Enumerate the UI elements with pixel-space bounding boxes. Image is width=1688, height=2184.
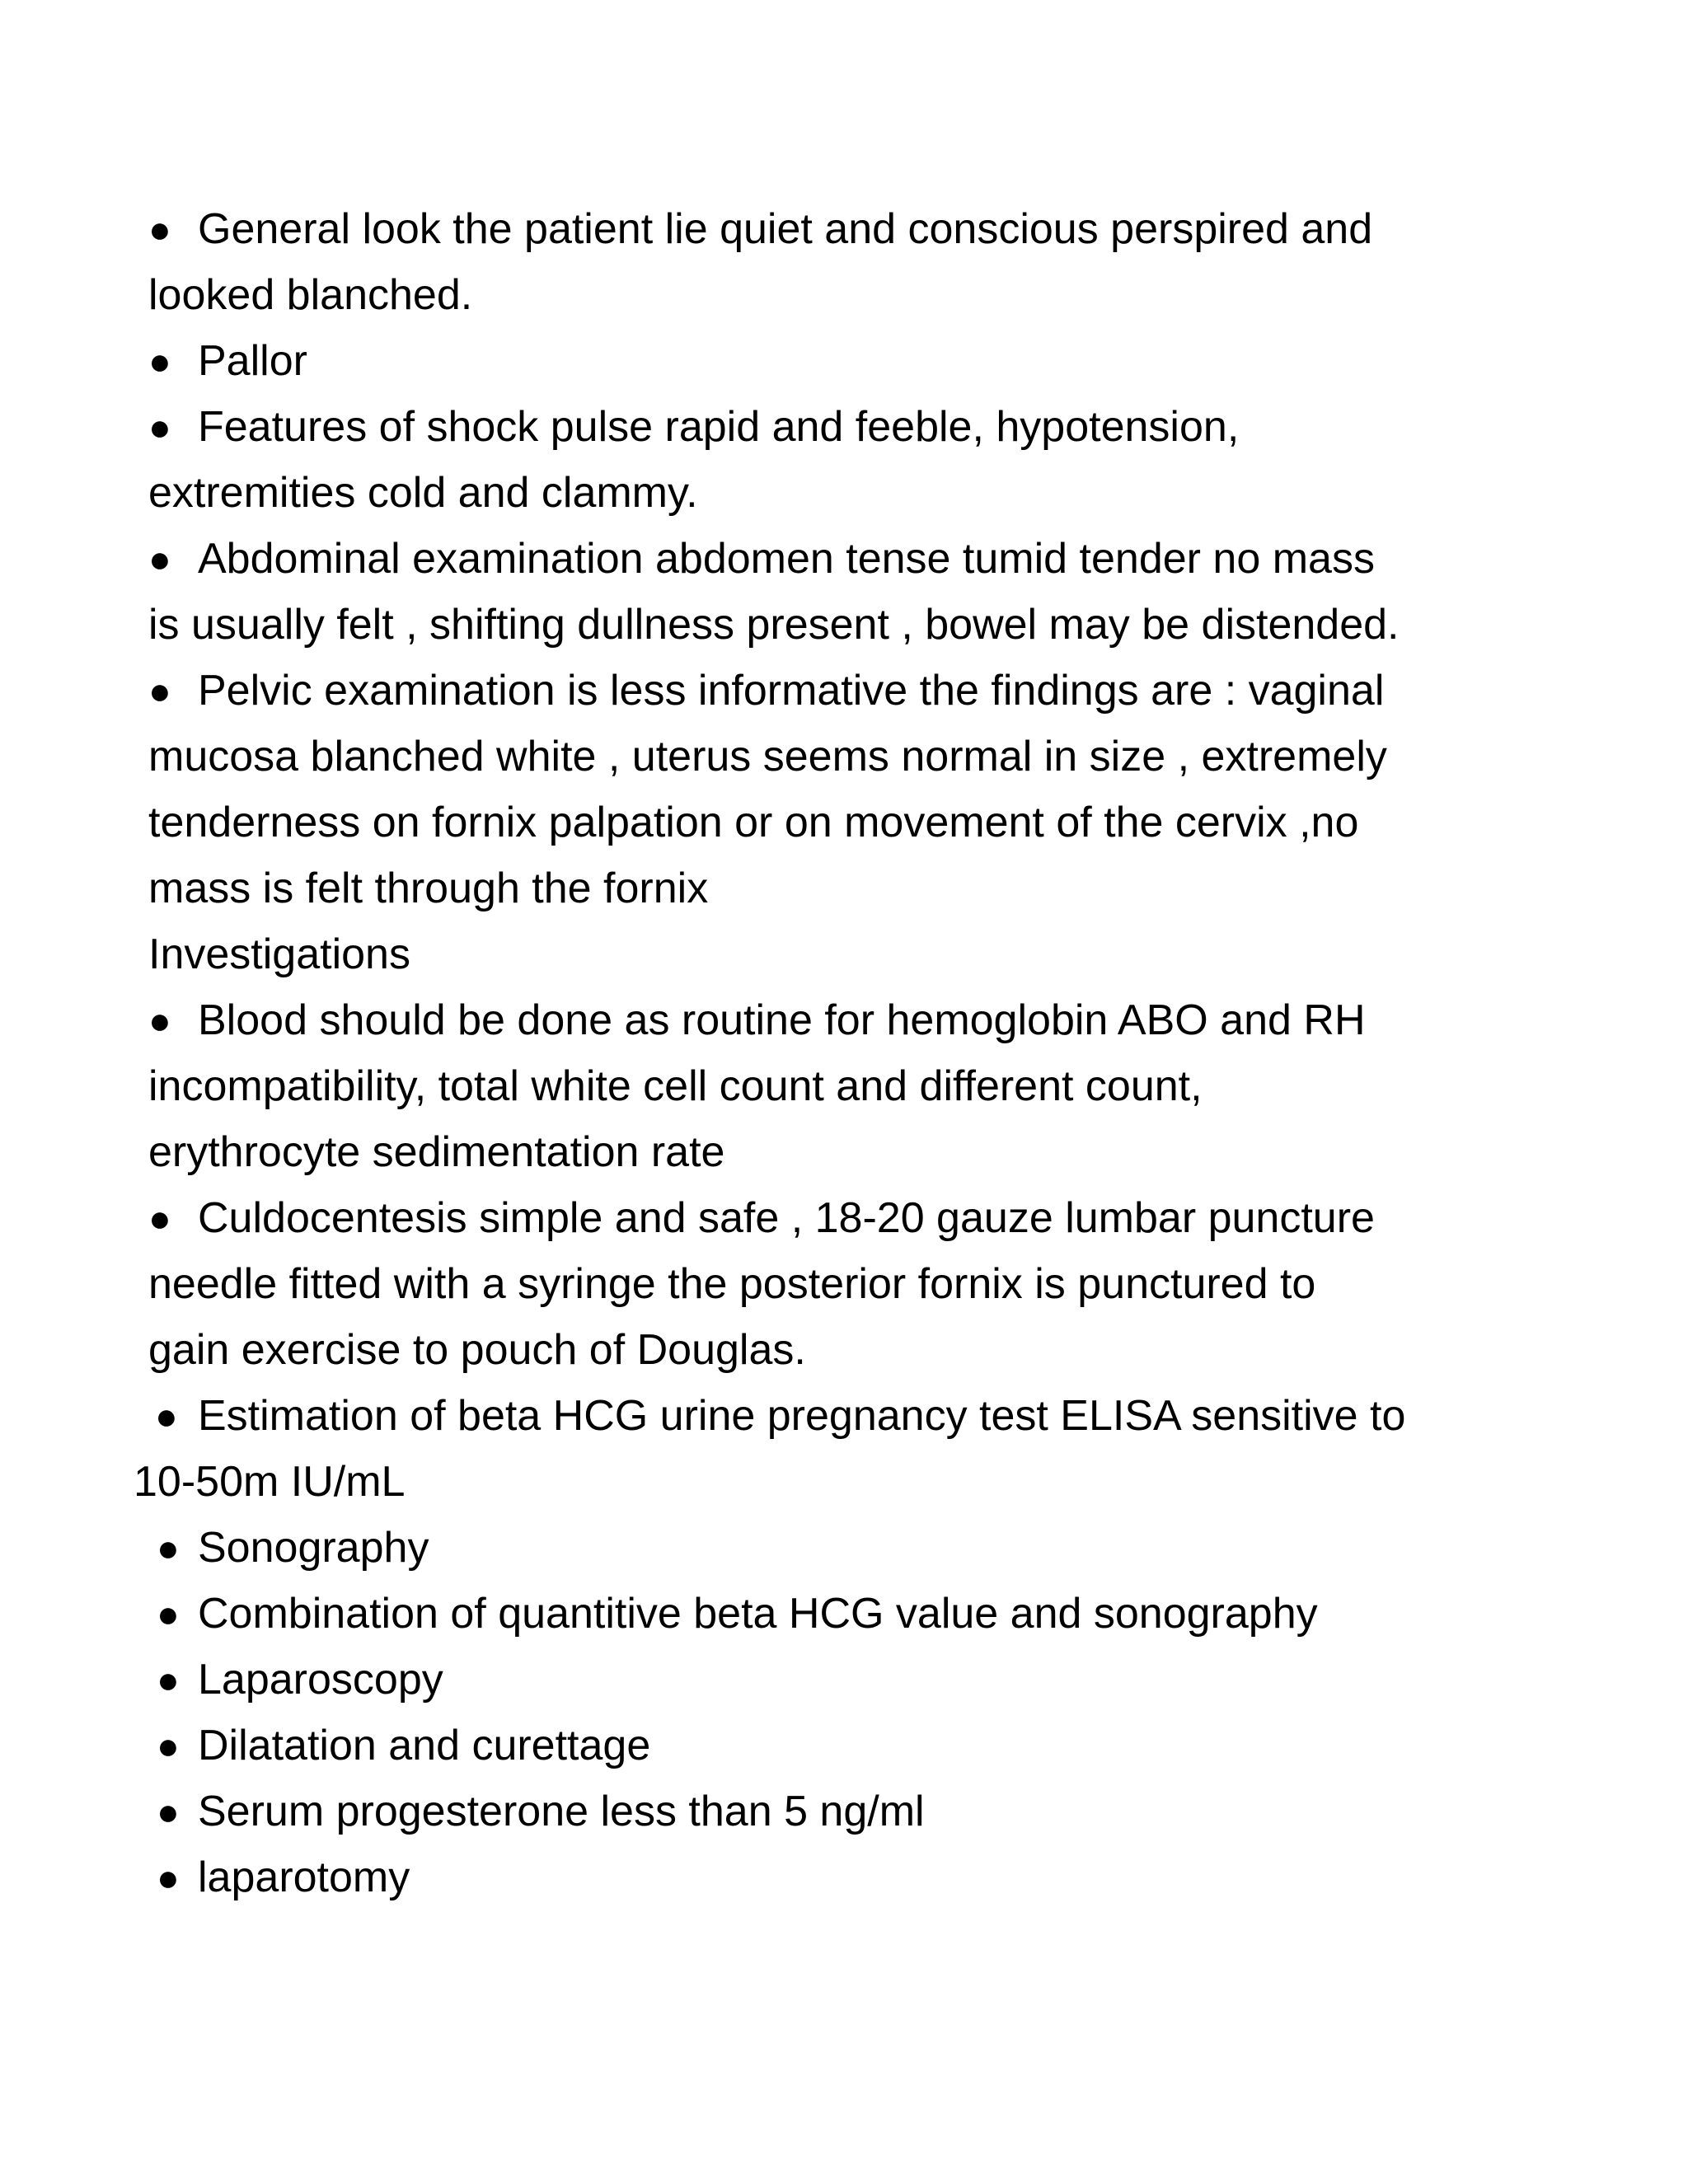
document-body [134, 196, 1508, 1910]
list-item [148, 987, 1508, 1185]
bullet-icon: ● [148, 405, 171, 448]
item-text-continued: 10-50m IU/mL [134, 1458, 406, 1506]
bullet-icon: ● [155, 1394, 178, 1437]
bullet-icon: ● [148, 1197, 171, 1240]
item-text: Blood should be done as routine for hemoglobin ABO and RH [198, 996, 1366, 1044]
list-item [134, 1383, 1508, 1515]
list-item [148, 526, 1508, 658]
item-text: Laparoscopy [198, 1656, 443, 1704]
section-heading: Investigations [148, 930, 410, 978]
item-text: Serum progesterone less than 5 ng/ml [198, 1788, 925, 1835]
item-text-continued: tenderness on fornix palpation or on movement of the cervix ,no [148, 799, 1359, 846]
list-item [148, 1647, 1508, 1713]
bullet-icon: ● [157, 1526, 180, 1569]
item-text-continued: extremities cold and clammy. [148, 469, 698, 517]
bullet-icon: ● [148, 669, 171, 712]
item-text: Culdocentesis simple and safe , 18-20 gauze lumbar puncture [198, 1194, 1375, 1242]
item-text: Pallor [198, 337, 307, 385]
item-text: Sonography [198, 1524, 429, 1572]
item-text-continued: gain exercise to pouch of Douglas. [148, 1326, 806, 1374]
item-text: Combination of quantitive beta HCG value and sonography [198, 1590, 1318, 1638]
item-text: Estimation of beta HCG urine pregnancy test ELISA sensitive to [198, 1392, 1406, 1440]
bullet-icon: ● [148, 340, 171, 382]
bullet-icon: ● [157, 1724, 180, 1767]
item-text: Features of shock pulse rapid and feeble, hypotension, [198, 403, 1240, 451]
bullet-icon: ● [157, 1790, 180, 1833]
item-text-continued: mucosa blanched white , uterus seems normal in size , extremely [148, 733, 1387, 780]
list-item [148, 1185, 1508, 1383]
item-text: Dilatation and curettage [198, 1722, 651, 1769]
list-item [148, 1844, 1508, 1910]
list-item [148, 1581, 1508, 1647]
item-text: General look the patient lie quiet and conscious perspired and [198, 205, 1373, 253]
bullet-icon: ● [157, 1658, 180, 1701]
bullet-icon: ● [148, 537, 171, 580]
bullet-icon: ● [148, 208, 171, 251]
item-text-continued: incompatibility, total white cell count and different count, [148, 1062, 1203, 1110]
item-text-continued: erythrocyte sedimentation rate [148, 1128, 725, 1176]
list-item [148, 1713, 1508, 1779]
item-text: laparotomy [198, 1854, 410, 1901]
item-text: Pelvic examination is less informative the findings are : vaginal [198, 667, 1385, 715]
item-text-continued: mass is felt through the fornix [148, 865, 709, 912]
item-text-continued: needle fitted with a syringe the posterior fornix is punctured to [148, 1260, 1316, 1308]
bullet-icon: ● [157, 1592, 180, 1635]
item-text: Abdominal examination abdomen tense tumid tender no mass [198, 535, 1375, 583]
list-item [148, 196, 1508, 328]
bullet-icon: ● [157, 1856, 180, 1899]
item-text-continued: is usually felt , shifting dullness present , bowel may be distended. [148, 601, 1400, 649]
list-item [148, 1515, 1508, 1581]
item-text-continued: looked blanched. [148, 271, 473, 319]
list-item [148, 394, 1508, 526]
bullet-icon: ● [148, 999, 171, 1042]
list-item [148, 658, 1508, 921]
list-item [148, 1779, 1508, 1844]
list-item [148, 328, 1508, 394]
